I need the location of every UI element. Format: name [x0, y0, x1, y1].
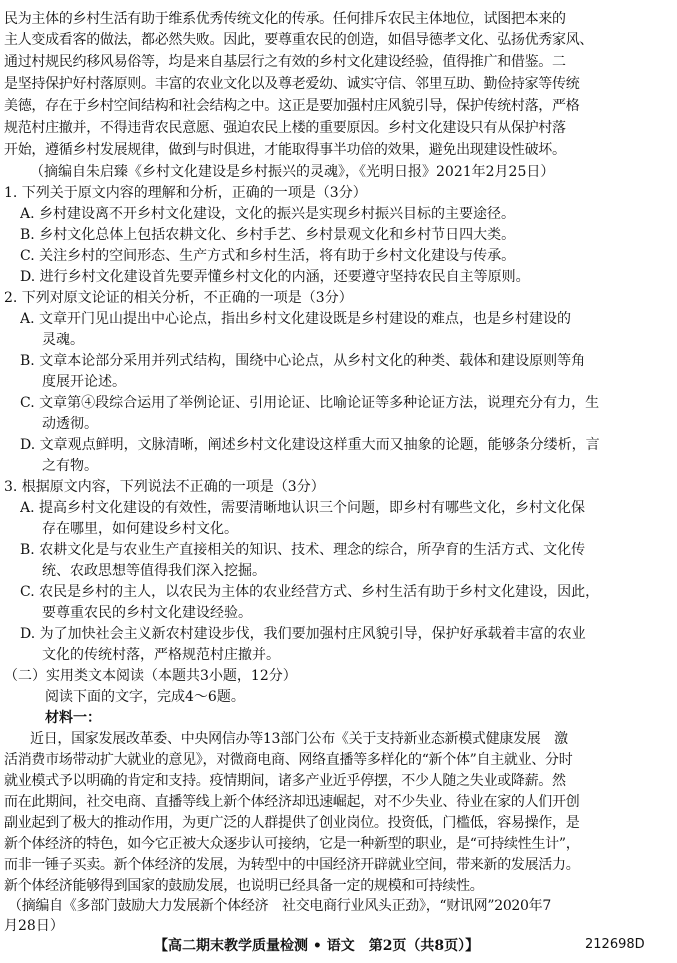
question-1-option-c: C. 关注乡村的空间形态、生产方式和乡村生活，将有助于乡村文化建设与传承。 — [20, 248, 516, 264]
material-citation: （摘编自《多部门鼓励大力发展新个体经济 社交电商行业风头正劲》，“财讯网”2020年7 — [8, 898, 551, 914]
material-line: 活消费市场带动扩大就业的意见》，对微商电商、网络直播等多样化的“新个体”自主就业、分时 — [4, 752, 573, 768]
question-2-stem: 2. 下列对原文论证的相关分析，不正确的一项是（3分） — [4, 290, 353, 306]
material-line: 近日，国家发展改革委、中央网信办等13部门公布《关于支持新业态新模式健康发展 激 — [30, 731, 568, 747]
material-line: 新个体经济的特色，如今它正被大众逐步认可接纳，它是一种新型的职业，是“可持续性生计”， — [4, 836, 580, 852]
exam-code: 212698D — [585, 937, 645, 952]
question-3-option-a-cont: 存在哪里，如何建设乡村文化。 — [42, 521, 238, 537]
question-1-option-b: B. 乡村文化总体上包括农耕文化、乡村手艺、乡村景观文化和乡村节日四大类。 — [20, 227, 516, 243]
question-2-option-c: C. 文章第④段综合运用了举例论证、引用论证、比喻论证等多种论证方法，说理充分有力，生 — [20, 395, 600, 411]
material-line: 副业起到了极大的推动作用，为更广泛的人群提供了创业岗位。投资低，门槛低，容易操作，是 — [4, 815, 580, 831]
question-1-option-d: D. 进行乡村文化建设首先要弄懂乡村文化的内涵，还要遵守坚持农民自主等原则。 — [20, 269, 530, 285]
question-1-stem: 1. 下列关于原文内容的理解和分析，正确的一项是（3分） — [4, 185, 367, 201]
material-line: 就业模式予以明确的肯定和支持。疫情期间，诸多产业近乎停摆，不少人随之失业或降薪。然 — [4, 773, 566, 789]
passage-line: 民为主体的乡村生活有助于维系优秀传统文化的传承。任何排斥农民主体地位，试图把本来的 — [4, 11, 566, 27]
question-3-option-b: B. 农耕文化是与农业生产直接相关的知识、技术、理念的综合，所孕育的生活方式、文化传 — [20, 542, 586, 558]
material-line: 而非一锤子买卖。新个体经济的发展，为转型中的中国经济开辟就业空间，带来新的发展活力。 — [4, 857, 580, 873]
material-line: 而在此期间，社交电商、直播等线上新个体经济却迅速崛起，对不少失业、待业在家的人们开创 — [4, 794, 580, 810]
passage-line: 规范村庄撤并，不得违背农民意愿、强迫农民上楼的重要原因。乡村文化建设只有从保护村落 — [4, 120, 566, 136]
passage-line: 通过村规民约移风易俗等，均是来自基层行之有效的乡村文化建设经验，值得推广和借鉴。二 — [4, 54, 566, 70]
question-3-stem: 3. 根据原文内容，下列说法不正确的一项是（3分） — [4, 479, 325, 495]
question-2-option-c-cont: 动透彻。 — [42, 416, 98, 432]
material-one-label: 材料一： — [45, 710, 101, 726]
question-3-option-c: C. 农民是乡村的主人，以农民为主体的农业经营方式、乡村生活有助于乡村文化建设，因此， — [20, 584, 600, 600]
material-line: 新个体经济能够得到国家的鼓励发展，也说明已经具备一定的规模和可持续性。 — [4, 878, 484, 894]
reading-instruction: 阅读下面的文字，完成4～6题。 — [45, 689, 245, 705]
question-1-option-a: A. 乡村建设离不开乡村文化建设，文化的振兴是实现乡村振兴目标的主要途径。 — [20, 206, 516, 222]
question-2-option-d: D. 文章观点鲜明，文脉清晰，阐述乡村文化建设这样重大而又抽象的论题，能够条分缕析，言 — [20, 437, 600, 453]
passage-line: 主人变成看客的做法，都必然失败。因此，要尊重农民的创造，如倡导德孝文化、弘扬优秀家风、 — [4, 32, 594, 48]
question-2-option-b: B. 文章本论部分采用并列式结构，围绕中心论点，从乡村文化的种类、载体和建设原则等角 — [20, 353, 586, 369]
source-citation: （摘编自朱启臻《乡村文化建设是乡村振兴的灵魂》，《光明日报》2021年2月25日） — [30, 164, 555, 180]
material-citation-cont: 月28日） — [4, 918, 64, 934]
question-3-option-d: D. 为了加快社会主义新农村建设步伐，我们要加强村庄风貌引导，保护好承载着丰富的农业 — [20, 626, 586, 642]
question-2-option-a-cont: 灵魂。 — [42, 332, 84, 348]
passage-line: 是坚持保护好村落原则。丰富的农业文化以及尊老爱幼、诚实守信、邻里互助、勤俭持家等传统 — [4, 76, 580, 92]
question-3-option-c-cont: 要尊重农民的乡村文化建设经验。 — [42, 605, 252, 621]
passage-line: 开始，遵循乡村发展规律，做到与时俱进，才能取得事半功倍的效果，避免出现建设性破坏。 — [4, 142, 566, 158]
page-footer: 【高二期末教学质量检测 • 语文 第2页（共8页）】 — [154, 938, 480, 954]
passage-line: 美德，存在于乡村空间结构和社会结构之中。这正是要加强村庄风貌引导，保护传统村落，严格 — [4, 98, 580, 114]
section-heading: （二）实用类文本阅读（本题共3小题，12分） — [4, 668, 297, 684]
question-3-option-a: A. 提高乡村文化建设的有效性，需要清晰地认识三个问题，即乡村有哪些文化，乡村文化保 — [20, 500, 586, 516]
question-2-option-a: A. 文章开门见山提出中心论点，指出乡村文化建设既是乡村建设的难点，也是乡村建设的 — [20, 311, 572, 327]
question-3-option-b-cont: 统、农政思想等值得我们深入挖掘。 — [42, 563, 266, 579]
question-2-option-d-cont: 之有物。 — [42, 458, 98, 474]
question-2-option-b-cont: 度展开论述。 — [42, 374, 126, 390]
question-3-option-d-cont: 文化的传统村落，严格规范村庄撤并。 — [42, 647, 280, 663]
